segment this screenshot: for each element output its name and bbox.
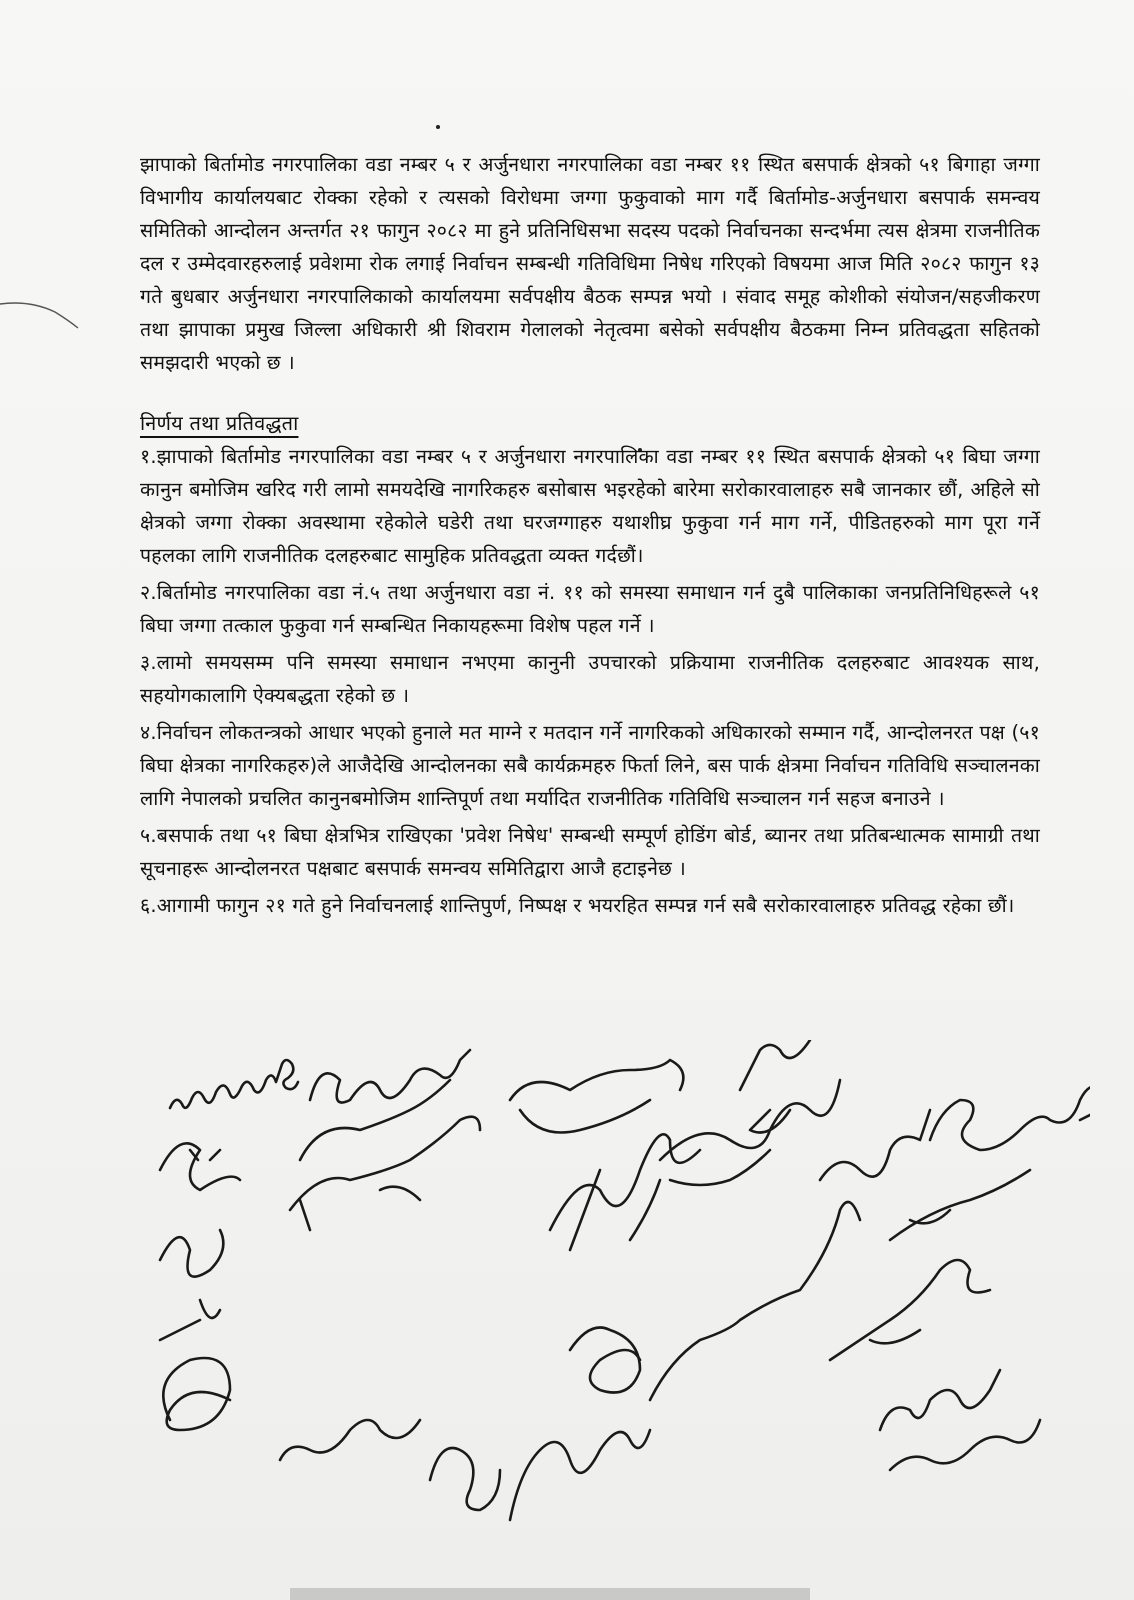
signature-11 <box>160 1230 223 1340</box>
signature-9 <box>930 1087 1090 1150</box>
signature-4 <box>510 1060 683 1133</box>
signature-12 <box>163 1358 230 1430</box>
signature-16 <box>570 1328 640 1393</box>
document-body <box>140 148 1040 926</box>
signature-date-top <box>170 1060 298 1108</box>
stray-dot-top <box>436 125 440 129</box>
signature-15 <box>510 1430 650 1520</box>
signature-6 <box>660 1080 840 1185</box>
scan-edge-shadow <box>290 1588 810 1600</box>
signature-1 <box>300 1050 470 1160</box>
decision-item-6: ६.आगामी फागुन २१ गते हुने निर्वाचनलाई शान्तिपुर्ण, निष्पक्ष र भयरहित सम्पन्न गर्न सबै सरोकारवालाहरु प्रतिवद्ध रहेका छौं। <box>140 894 1015 917</box>
decision-heading: निर्णय तथा प्रतिवद्धता <box>140 411 299 435</box>
decision-item-2: २.बिर्तामोड नगरपालिका वडा नं.५ तथा अर्जुनधारा वडा नं. ११ को समस्या समाधान गर्न दुबै पालिकाका जनप्रतिनिधिहरूले ५१ बिघा जग्गा तत्काल फुकुवा गर्न सम्बन्धित निकायहरूमा विशेष पहल गर्ने । <box>140 581 1040 637</box>
signature-14 <box>430 1448 500 1510</box>
signature-2 <box>160 1143 240 1190</box>
decision-item-5: ५.बसपार्क तथा ५१ बिघा क्षेत्रभित्र राखिएका 'प्रवेश निषेध' सम्बन्धी सम्पूर्ण होडिंग बोर्ड, ब्यानर तथा प्रतिबन्धात्मक सामाग्री तथा सूचनाहरू आन्दोलनरत पक्षबाट बसपार्क समन्वय समितिद्वारा आजै हटाइनेछ । <box>140 824 1040 880</box>
decision-item-1: १.झापाको बिर्तामोड नगरपालिका वडा नम्बर ५ र अर्जुनधारा नगरपालिका वडा नम्बर ११ स्थित बसपार्क क्षेत्रको ५१ बिघा जग्गा कानुन बमोजिम खरिद गरी लामो समयदेखि नागरिकहरु बसोबास भइरहेको बारेमा सरोकारवालाहरु सबै जानकार छौं, अहिले सो क्षेत्रको जग्गा रोक्का अवस्थामा रहेकोले घडेरी तथा घरजग्गाहरु यथाशीघ्र फुकुवा गर्न माग गर्ने, पीडितहरुको माग पूरा गर्ने पहलका लागि राजनीतिक दलहरुबाट सामुहिक प्रतिवद्धता व्यक्त गर्दछौं। <box>140 445 1040 567</box>
signature-5 <box>550 1134 700 1250</box>
signature-18 <box>830 1260 990 1360</box>
decision-item-3: ३.लामो समयसम्म पनि समस्या समाधान नभएमा कानुनी उपचारको प्रक्रियामा राजनीतिक दलहरुबाट आवश्यक साथ, सहयोगकालागि ऐक्यबद्धता रहेको छ । <box>140 651 1040 707</box>
signature-3 <box>290 1117 480 1230</box>
signature-17 <box>650 1202 860 1400</box>
margin-pen-mark <box>0 290 80 330</box>
signature-10 <box>890 1170 1030 1240</box>
signature-13 <box>280 1420 420 1460</box>
signature-date-bottom <box>880 1370 1040 1470</box>
signature-block <box>130 1040 1090 1560</box>
signature-8 <box>820 1110 930 1180</box>
intro-paragraph: झापाको बिर्तामोड नगरपालिका वडा नम्बर ५ र अर्जुनधारा नगरपालिका वडा नम्बर ११ स्थित बसपार्क क्षेत्रको ५१ बिगाहा जग्गा विभागीय कार्यालयबाट रोक्का रहेको र त्यसको विरोधमा जग्गा फुकुवाको माग गर्दै बिर्तामोड-अर्जुनधारा बसपार्क समन्वय समितिको आन्दोलन अन्तर्गत २१ फागुन २०८२ मा हुने प्रतिनिधिसभा सदस्य पदको निर्वाचनका सन्दर्भमा त्यस क्षेत्रमा राजनीतिक दल र उम्मेदवारहरुलाई प्रवेशमा रोक लगाई निर्वाचन सम्बन्धी गतिविधिमा निषेध गरिएको विषयमा आज मिति २०८२ फागुन १३ गते बुधबार अर्जुनधारा नगरपालिकाको कार्यालयमा सर्वपक्षीय बैठक सम्पन्न भयो । संवाद समूह कोशीको संयोजन/सहजीकरण तथा झापाका प्रमुख जिल्ला अधिकारी श्री शिवराम गेलालको नेतृत्वमा बसेको सर्वपक्षीय बैठकमा निम्न प्रतिवद्धता सहितको समझदारी भएको छ । <box>140 153 1040 374</box>
decision-item-4: ४.निर्वाचन लोकतन्त्रको आधार भएको हुनाले मत माग्ने र मतदान गर्ने नागरिकको अधिकारको सम्मान गर्दै, आन्दोलनरत पक्ष (५१ बिघा क्षेत्रका नागरिकहरु)ले आजैदेखि आन्दोलनका सबै कार्यक्रमहरु फिर्ता लिने, बस पार्क क्षेत्रमा निर्वाचन गतिविधि सञ्चालनका लागि नेपालको प्रचलित कानुनबमोजिम शान्तिपूर्ण तथा मर्यादित राजनीतिक गतिविधि सञ्चालन गर्न सहज बनाउने । <box>140 721 1040 810</box>
